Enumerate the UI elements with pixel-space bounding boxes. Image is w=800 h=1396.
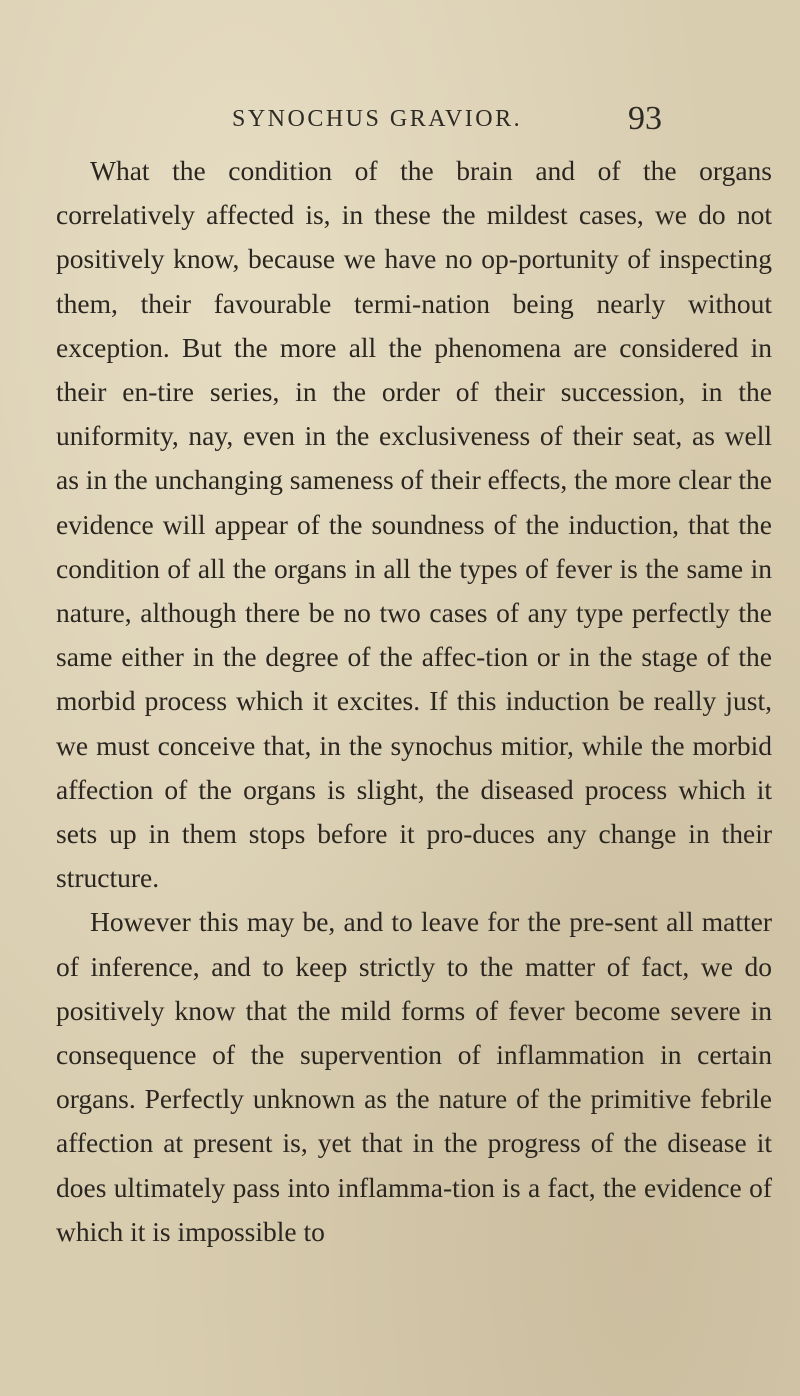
running-head [0,100,800,140]
paragraph-1: What the condition of the brain and of the organs correlatively affected is, in these the mildest cases, we do not positively know, because we have no op-portunity of inspecting them, their favourable termi-nation being nearly without exception. But the more all the phenomena are considered in their en-tire series, in the order of their succession, in the uniformity, nay, even in the exclusiveness of their seat, as well as in the unchanging sameness of their effects, the more clear the evidence will appear of the soundness of the induction, that the condition of all the organs in all the types of fever is the same in nature, although there be no two cases of any type perfectly the same either in the degree of the affec-tion or in the stage of the morbid process which it excites. If this induction be really just, we must conceive that, in the synochus mitior, while the morbid affection of the organs is slight, the diseased process which it sets up in them stops before it pro-duces any change in their structure. [56,155,772,894]
running-title: SYNOCHUS GRAVIOR. [232,106,523,132]
page-number: 93 [628,100,662,137]
paragraph-2: However this may be, and to leave for the pre-sent all matter of inference, and to keep strictly to the matter of fact, we do positively know that the mild forms of fever become severe in consequence of the supervention of inflammation in certain organs. Perfectly unknown as the nature of the primitive febrile affection at present is, yet that in the progress of the disease it does ultimately pass into inflamma-tion is a fact, the evidence of which it is impossible to [56,906,772,1247]
body-text [56,149,772,1254]
